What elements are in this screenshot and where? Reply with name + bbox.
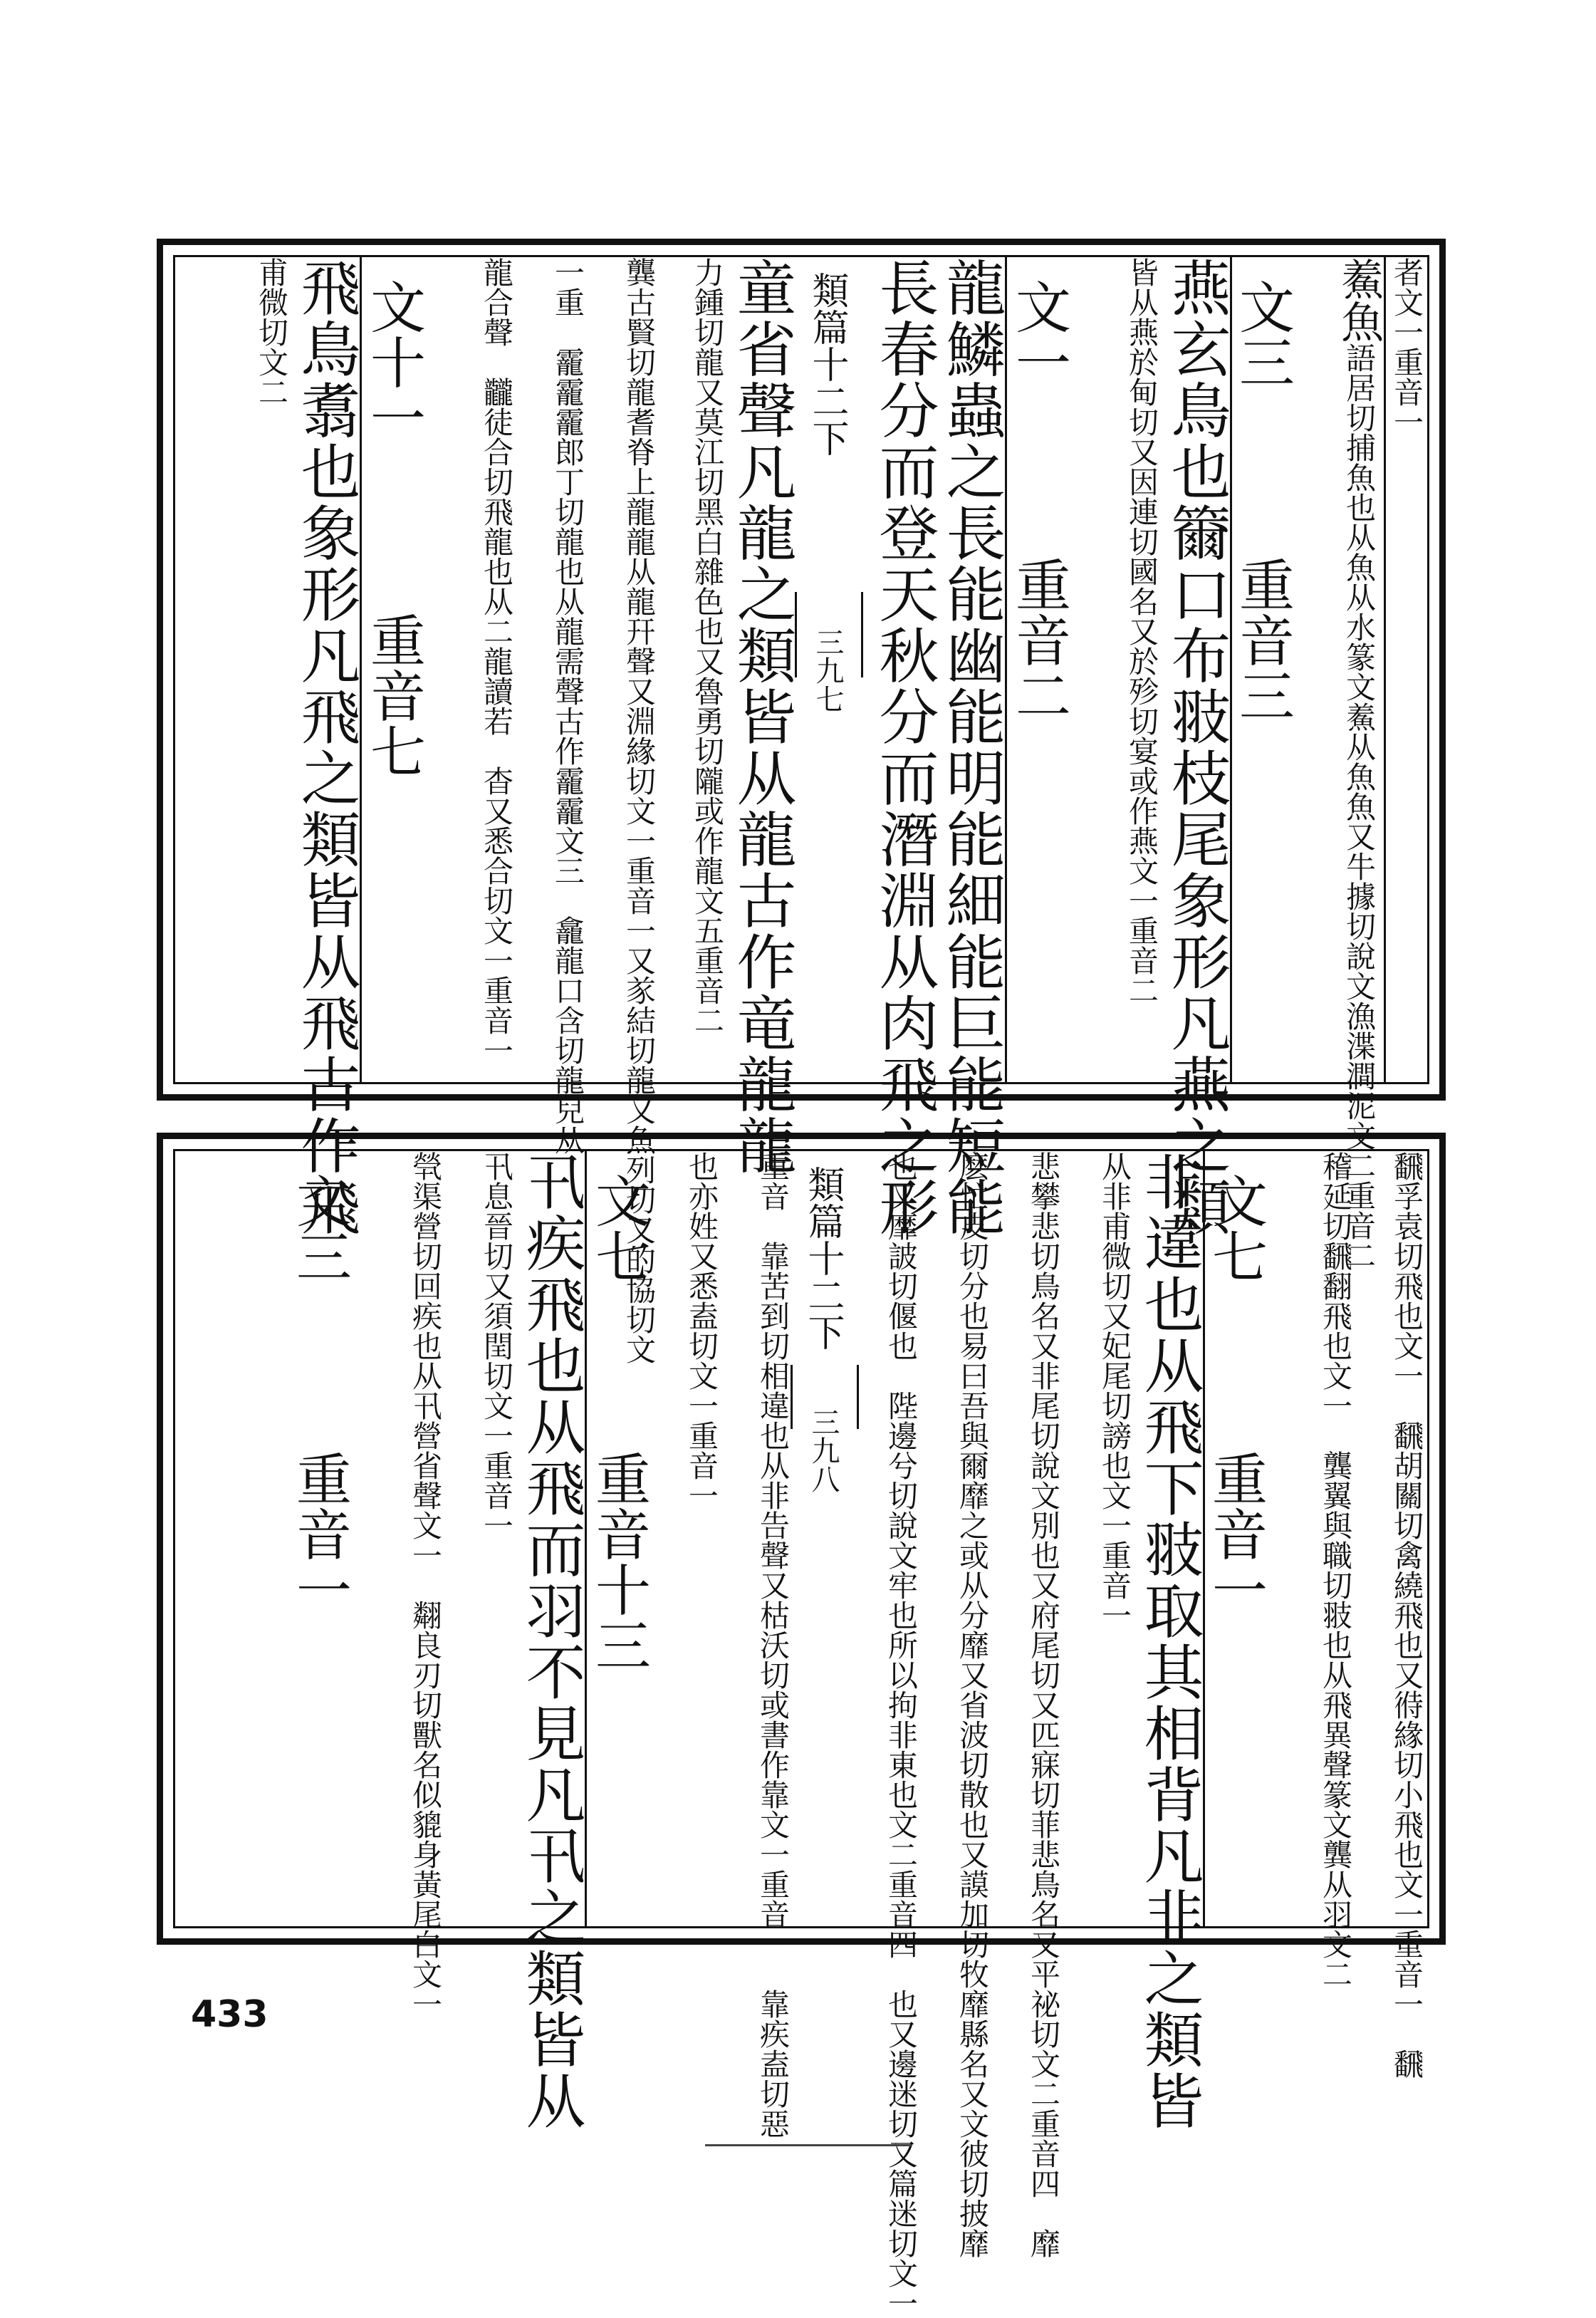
text-column: 燕玄鳥也籋口布翄枝尾象形凡燕之類 xyxy=(1162,257,1231,1237)
text-column: 一重 靇靇靇郎丁切龍也从龍需聲古作靇靇文三 龕龍口含切龍兒从 xyxy=(551,257,585,1155)
text-column: 皆从燕於甸切又因連切國名又於殄切宴或作燕文一重音二 xyxy=(1125,257,1159,1005)
text-column: 龍合聲 龖徒合切飛龍也从二龍讀若 杳又悉合切文一重音一 xyxy=(479,257,514,1065)
leaf-number: 三九七 xyxy=(811,628,844,713)
fold-title: 類篇十二下 xyxy=(805,271,848,457)
text-column: 者文一重音一 xyxy=(1389,257,1424,437)
text-column: 長春分而登天秋分而潛淵从肉飛之形 xyxy=(870,257,939,1237)
text-column: 童省聲凡龍之類皆从龍古作竜龍龍 xyxy=(727,257,797,1176)
text-column: 甫微切文二 xyxy=(254,257,289,407)
text-column xyxy=(1312,257,1384,1270)
text-column: 龍鱗蟲之長能幽能明能細能巨能短能 xyxy=(937,257,1006,1237)
text-column: 也又靡詖切偃也 陛邊兮切說文牢也所以拘非東也文二重音四 也又邊迷切又篇迷切文一 xyxy=(884,1151,919,2318)
text-column: 煢渠營切回疾也从卂營省聲文一 翷良刃切獸名似貔身黃尾白文一 xyxy=(408,1151,443,2019)
center-fold xyxy=(791,1151,859,1926)
count-line: 文一 重音二 xyxy=(1006,279,1070,723)
fold-title: 類篇十二下 xyxy=(801,1165,844,1351)
text-column: 稽延切飜翻飛也文一 龔翼與職切翄也从飛異聲篆文龔从羽文二 xyxy=(1318,1151,1353,1989)
text-column: 从非甫微切又妃尾切謗也文一重音一 xyxy=(1097,1151,1132,1630)
footer-rule xyxy=(705,2144,912,2146)
text-column: 飛鳥翥也象形凡飛之類皆从飛古作飛 xyxy=(291,257,361,1237)
text-column: 重音 靠苦到切相違也从非告聲又枯沃切或書作靠文一重音一 靠疾盍切惡 xyxy=(756,1151,791,2138)
text-column: 卂息晉切又須閏切文一重音一 xyxy=(479,1151,514,1540)
text-column: 麽忙皮切分也易曰吾與爾靡之或从分靡又省波切散也又謨加切牧靡縣名又文彼切披靡 xyxy=(955,1151,990,2258)
count-line: 文三 重音一 xyxy=(287,1173,351,1617)
center-fold xyxy=(795,257,863,1082)
leaf-number: 三九八 xyxy=(807,1408,840,1493)
count-line: 文七 重音一 xyxy=(1203,1173,1267,1617)
headword: 鮺魚 xyxy=(1334,257,1384,343)
text-column: 力鍾切龍又莫江切黑白雜色也又魯勇切隴或作龍文五重音二 xyxy=(690,257,725,1035)
count-line: 文十一 重音七 xyxy=(361,279,425,779)
text-column: 卂疾飛也从飛而羽不見凡卂之類皆从 xyxy=(516,1151,586,2131)
text-column: 也亦姓又悉盍切文一重音一 xyxy=(684,1151,719,1510)
text-column: 非違也从飛下翄取其相背凡非之類皆 xyxy=(1135,1151,1204,2131)
count-line: 文三 重音三 xyxy=(1230,279,1294,723)
text-column: 飜孚袁切飛也文一 飜胡關切禽繞飛也又㣥緣切小飛也文一重音一 飜 xyxy=(1389,1151,1424,2079)
page-number: 433 xyxy=(191,1993,268,2036)
text-column: 龔古賢切龍耆脊上龍龍从龍幵聲又淵緣切文一重音一又㒸結切龍又魚列切又的協切文 xyxy=(622,257,657,1364)
count-line: 文七 重音十三 xyxy=(586,1173,650,1673)
column-rule xyxy=(1384,257,1386,1082)
text-column: 悲攀悲切鳥名又非尾切說文別也又府尾切又匹寐切菲悲鳥名又平祕切文二重音四 靡 xyxy=(1026,1151,1061,2258)
gloss: 語居切捕魚也从魚从水篆文鮺从魚魚又牛據切說文漁渫澗泥文二重音二 xyxy=(1342,343,1377,1270)
